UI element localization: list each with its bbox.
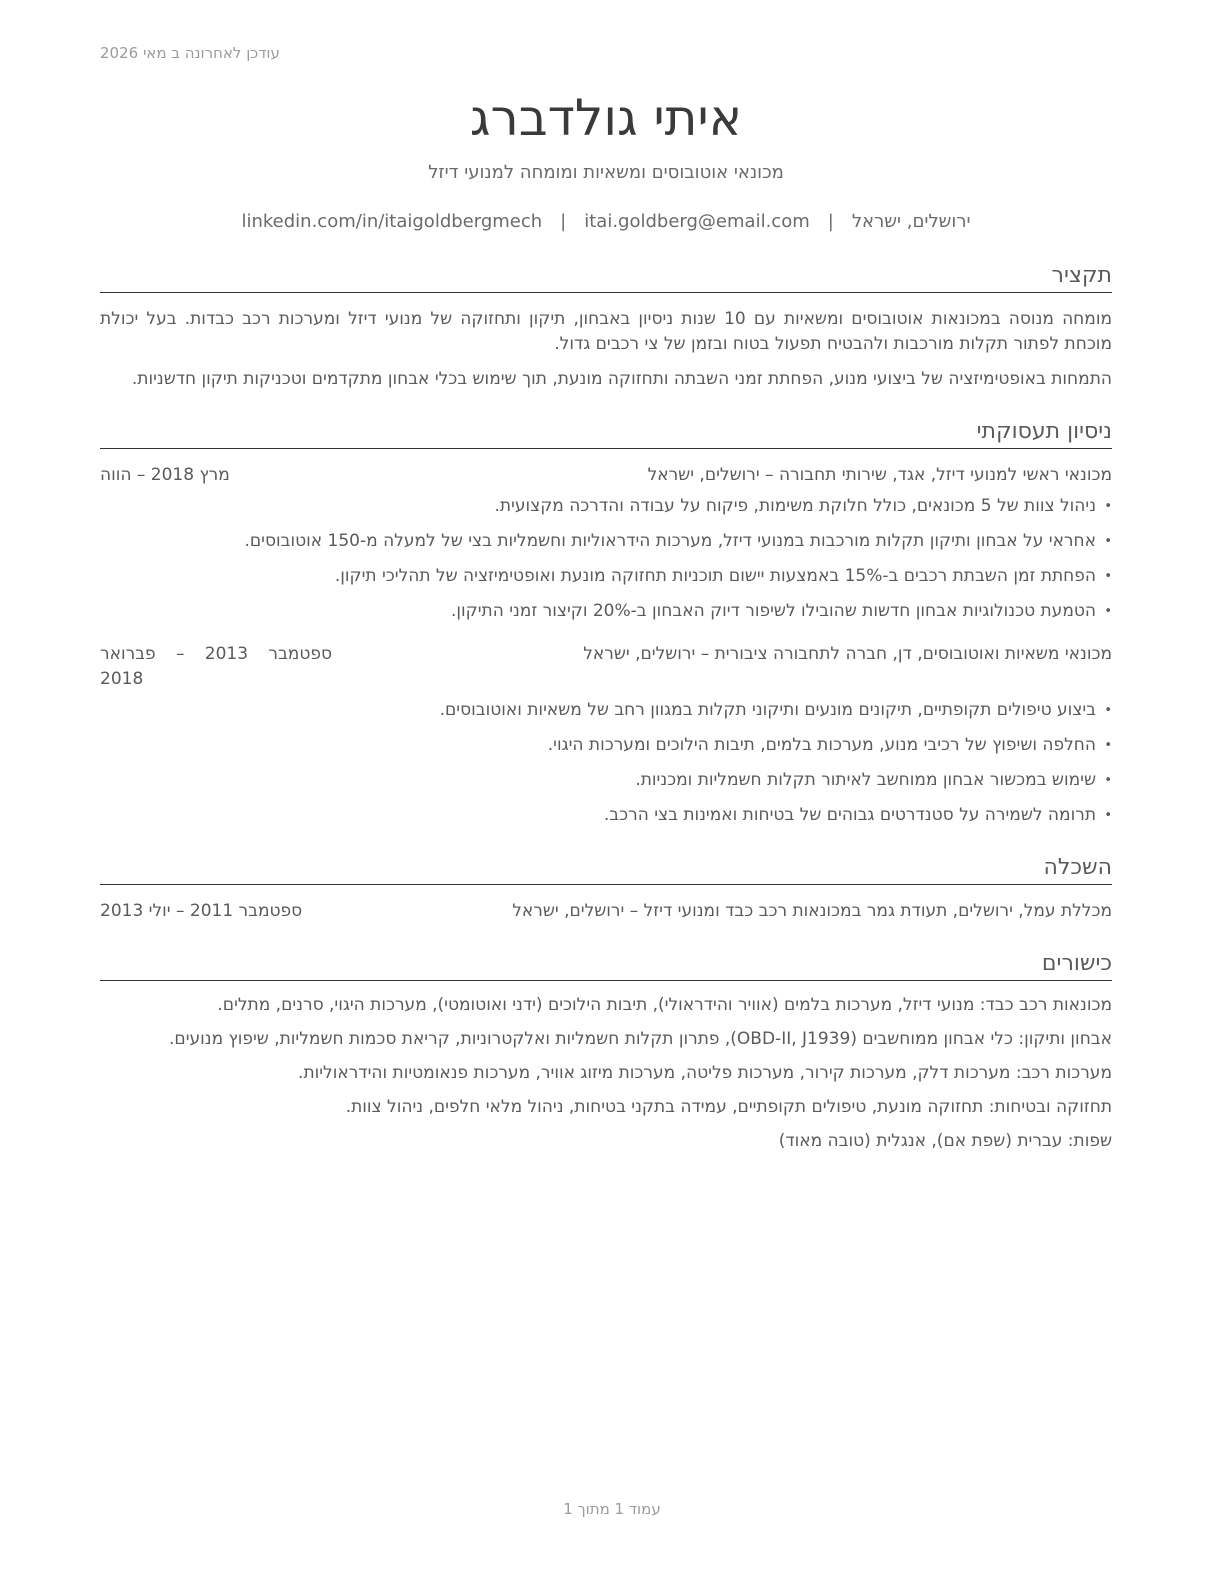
job-role: מכונאי ראשי למנועי דיזל, אגד, שירותי תחבורה – ירושלים, ישראל xyxy=(647,465,1112,485)
job-dates: מרץ 2018 – הווה xyxy=(100,465,230,485)
page-number: עמוד 1 מתוך 1 xyxy=(563,1500,661,1518)
education-dates: ספטמבר 2011 – יולי 2013 xyxy=(100,901,303,921)
linkedin-link[interactable]: linkedin.com/in/itaigoldbergmech xyxy=(241,211,543,232)
job-bullets xyxy=(100,698,1112,828)
section-title-summary: תקציר xyxy=(100,262,1112,293)
skills-list xyxy=(100,993,1112,1154)
education-entry xyxy=(100,899,1112,924)
job-bullet: • תרומה לשמירה על סטנדרטים גבוהים של בטיחות ואמינות בצי הרכב. xyxy=(100,803,1112,828)
skill-line: תחזוקה ובטיחות: תחזוקה מונעת, טיפולים תקופתיים, עמידה בתקני בטיחות, ניהול מלאי חלפים, ניהול צוות. xyxy=(345,1097,1112,1117)
job-header xyxy=(100,642,1112,692)
education-text: מכללת עמל, ירושלים, תעודת גמר במכונאות רכב כבד ומנועי דיזל – ירושלים, ישראל xyxy=(512,901,1112,921)
job-bullet: • אחראי על אבחון ותיקון תקלות מורכבות במנועי דיזל, מערכות הידראוליות וחשמליות בצי של למעלה מ-150 אוטובוסים. xyxy=(100,529,1112,554)
section-title-experience: ניסיון תעסוקתי xyxy=(100,418,1112,449)
job-bullet: • ניהול צוות של 5 מכונאים, כולל חלוקת משימות, פיקוח על עבודה והדרכה מקצועית. xyxy=(100,494,1112,519)
section-title-education: השכלה xyxy=(100,854,1112,885)
skill-line: מכונאות רכב כבד: מנועי דיזל, מערכות בלמים (אוויר והידראולי), תיבות הילוכים (ידני ואוטומטי), מערכות היגוי, סרנים, מתלים. xyxy=(217,995,1112,1015)
job-bullet: • החלפה ושיפוץ של רכיבי מנוע, מערכות בלמים, תיבות הילוכים ומערכות היגוי. xyxy=(100,733,1112,758)
last-updated-note: עודכן לאחרונה ב מאי 2026 xyxy=(100,44,280,62)
summary-paragraph: התמחות באופטימיזציה של ביצועי מנוע, הפחתת זמני השבתה ותחזוקה מונעת, תוך שימוש בכלי אבחון מתקדמים וטכניקות תיקון חדשניות. xyxy=(131,369,1112,389)
contact-line xyxy=(100,211,1112,232)
job-entry xyxy=(100,463,1112,624)
contact-separator: | xyxy=(560,211,567,232)
summary-paragraph: מומחה מנוסה במכונאות אוטובוסים ומשאיות עם 10 שנות ניסיון באבחון, תיקון ותחזוקה של מנועי דיזל ומערכות רכב כבדות. בעל יכולת מוכחת לפתור תקלות מורכבות ולהבטיח תפעול בטוח ובזמן של צי רכבים גדול. xyxy=(100,309,1113,354)
location-text: ירושלים, ישראל xyxy=(851,211,971,232)
candidate-title: מכונאי אוטובוסים ומשאיות ומומחה למנועי דיזל xyxy=(428,162,784,183)
job-entry xyxy=(100,642,1112,828)
candidate-name: איתי גולדברג xyxy=(469,89,743,147)
contact-separator: | xyxy=(827,211,834,232)
email-link[interactable]: itai.goldberg@email.com xyxy=(584,211,810,232)
job-role: מכונאי משאיות ואוטובוסים, דן, חברה לתחבורה ציבורית – ירושלים, ישראל xyxy=(583,644,1112,664)
job-bullets xyxy=(100,494,1112,624)
skill-line: אבחון ותיקון: כלי אבחון ממוחשבים (OBD-II, J1939), פתרון תקלות חשמליות ואלקטרוניות, קריאת סכמות חשמליות, שיפוץ מנועים. xyxy=(169,1029,1112,1049)
job-bullet: • הטמעת טכנולוגיות אבחון חדשות שהובילו לשיפור דיוק האבחון ב-20% וקיצור זמני התיקון. xyxy=(100,599,1112,624)
job-bullet: • הפחתת זמן השבתת רכבים ב-15% באמצעות יישום תוכניות תחזוקה מונעת ואופטימיזציה של תהליכי תיקון. xyxy=(100,564,1112,589)
skill-line: שפות: עברית (שפת אם), אנגלית (טובה מאוד) xyxy=(778,1131,1112,1151)
section-title-skills: כישורים xyxy=(100,950,1112,981)
job-bullet: • שימוש במכשור אבחון ממוחשב לאיתור תקלות חשמליות ומכניות. xyxy=(100,768,1112,793)
job-dates: ספטמבר 2013 – פברואר 2018 xyxy=(100,644,332,689)
job-bullet: • ביצוע טיפולים תקופתיים, תיקונים מונעים ותיקוני תקלות במגוון רחב של משאיות ואוטובוסים. xyxy=(100,698,1112,723)
job-header xyxy=(100,463,1112,488)
skill-line: מערכות רכב: מערכות דלק, מערכות קירור, מערכות פליטה, מערכות מיזוג אוויר, מערכות פנאומטיות והידראוליות. xyxy=(298,1063,1112,1083)
resume-page xyxy=(100,0,1112,1163)
